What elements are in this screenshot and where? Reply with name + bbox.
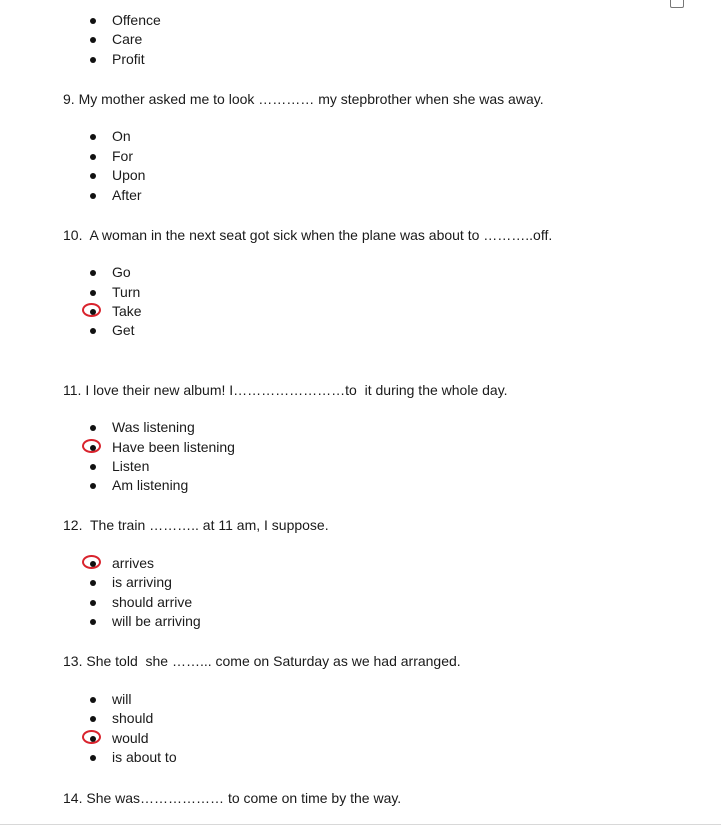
option-label: is arriving [112, 574, 172, 590]
answer-option[interactable] [0, 418, 400, 437]
answer-option[interactable] [0, 748, 400, 767]
bullet-icon [90, 193, 96, 199]
option-label: Turn [112, 284, 141, 300]
bullet-icon [90, 755, 96, 761]
question-10: 10. A woman in the next seat got sick when the plane was about to ………..off. [63, 227, 553, 243]
option-label: Was listening [112, 419, 195, 435]
option-label: should [112, 710, 154, 726]
question-12: 12. The train ……….. at 11 am, I suppose. [63, 517, 329, 533]
answer-option[interactable] [0, 283, 400, 302]
page-bottom-border [0, 824, 721, 825]
answer-option[interactable] [0, 127, 400, 146]
bullet-icon [90, 37, 96, 43]
option-label: Have been listening [112, 439, 235, 455]
answer-option[interactable] [0, 729, 400, 748]
bullet-icon [90, 290, 96, 296]
selected-answer-circle-icon [82, 303, 101, 317]
answer-option[interactable] [0, 690, 400, 709]
bullet-icon [90, 600, 96, 606]
answer-option[interactable] [0, 50, 400, 69]
bullet-icon [90, 18, 96, 24]
bullet-icon [90, 270, 96, 276]
question-11: 11. I love their new album! I……………………to it during the whole day. [63, 382, 508, 398]
question-14: 14. She was……………… to come on time by the way. [63, 790, 402, 806]
bullet-icon [90, 57, 96, 63]
option-label: Care [112, 31, 143, 47]
option-label: Listen [112, 458, 150, 474]
answer-option[interactable] [0, 476, 400, 495]
answer-option[interactable] [0, 166, 400, 185]
bullet-icon [90, 483, 96, 489]
bullet-icon [90, 697, 96, 703]
answer-option[interactable] [0, 438, 400, 457]
option-label: arrives [112, 555, 155, 571]
option-label: Upon [112, 167, 146, 183]
option-label: is about to [112, 749, 177, 765]
answer-option[interactable] [0, 612, 400, 631]
bullet-icon [90, 716, 96, 722]
option-label: will be arriving [112, 613, 201, 629]
answer-option[interactable] [0, 147, 400, 166]
bullet-icon [90, 154, 96, 160]
selected-answer-circle-icon [82, 555, 101, 569]
answer-option[interactable] [0, 457, 400, 476]
option-label: On [112, 128, 131, 144]
answer-option[interactable] [0, 11, 400, 30]
answer-option[interactable] [0, 263, 400, 282]
answer-option[interactable] [0, 593, 400, 612]
option-label: should arrive [112, 594, 193, 610]
selected-answer-circle-icon [82, 439, 101, 453]
bullet-icon [90, 173, 96, 179]
option-label: For [112, 148, 133, 164]
answer-option[interactable] [0, 321, 400, 340]
bullet-icon [90, 580, 96, 586]
option-label: Go [112, 264, 131, 280]
option-label: Get [112, 322, 135, 338]
option-label: Take [112, 303, 142, 319]
page-icon[interactable] [670, 0, 684, 8]
bullet-icon [90, 328, 96, 334]
option-label: Profit [112, 51, 145, 67]
answer-option[interactable] [0, 302, 400, 321]
question-13: 13. She told she ……... come on Saturday as we had arranged. [63, 653, 461, 669]
option-label: Offence [112, 12, 161, 28]
selected-answer-circle-icon [82, 730, 101, 744]
answer-option[interactable] [0, 554, 400, 573]
answer-option[interactable] [0, 186, 400, 205]
bullet-icon [90, 134, 96, 140]
option-label: will [112, 691, 132, 707]
answer-option[interactable] [0, 30, 400, 49]
option-label: After [112, 187, 142, 203]
bullet-icon [90, 425, 96, 431]
question-9: 9. My mother asked me to look ………… my stepbrother when she was away. [63, 91, 544, 107]
answer-option[interactable] [0, 709, 400, 728]
option-label: Am listening [112, 477, 189, 493]
bullet-icon [90, 464, 96, 470]
bullet-icon [90, 619, 96, 625]
answer-option[interactable] [0, 573, 400, 592]
option-label: would [112, 730, 149, 746]
